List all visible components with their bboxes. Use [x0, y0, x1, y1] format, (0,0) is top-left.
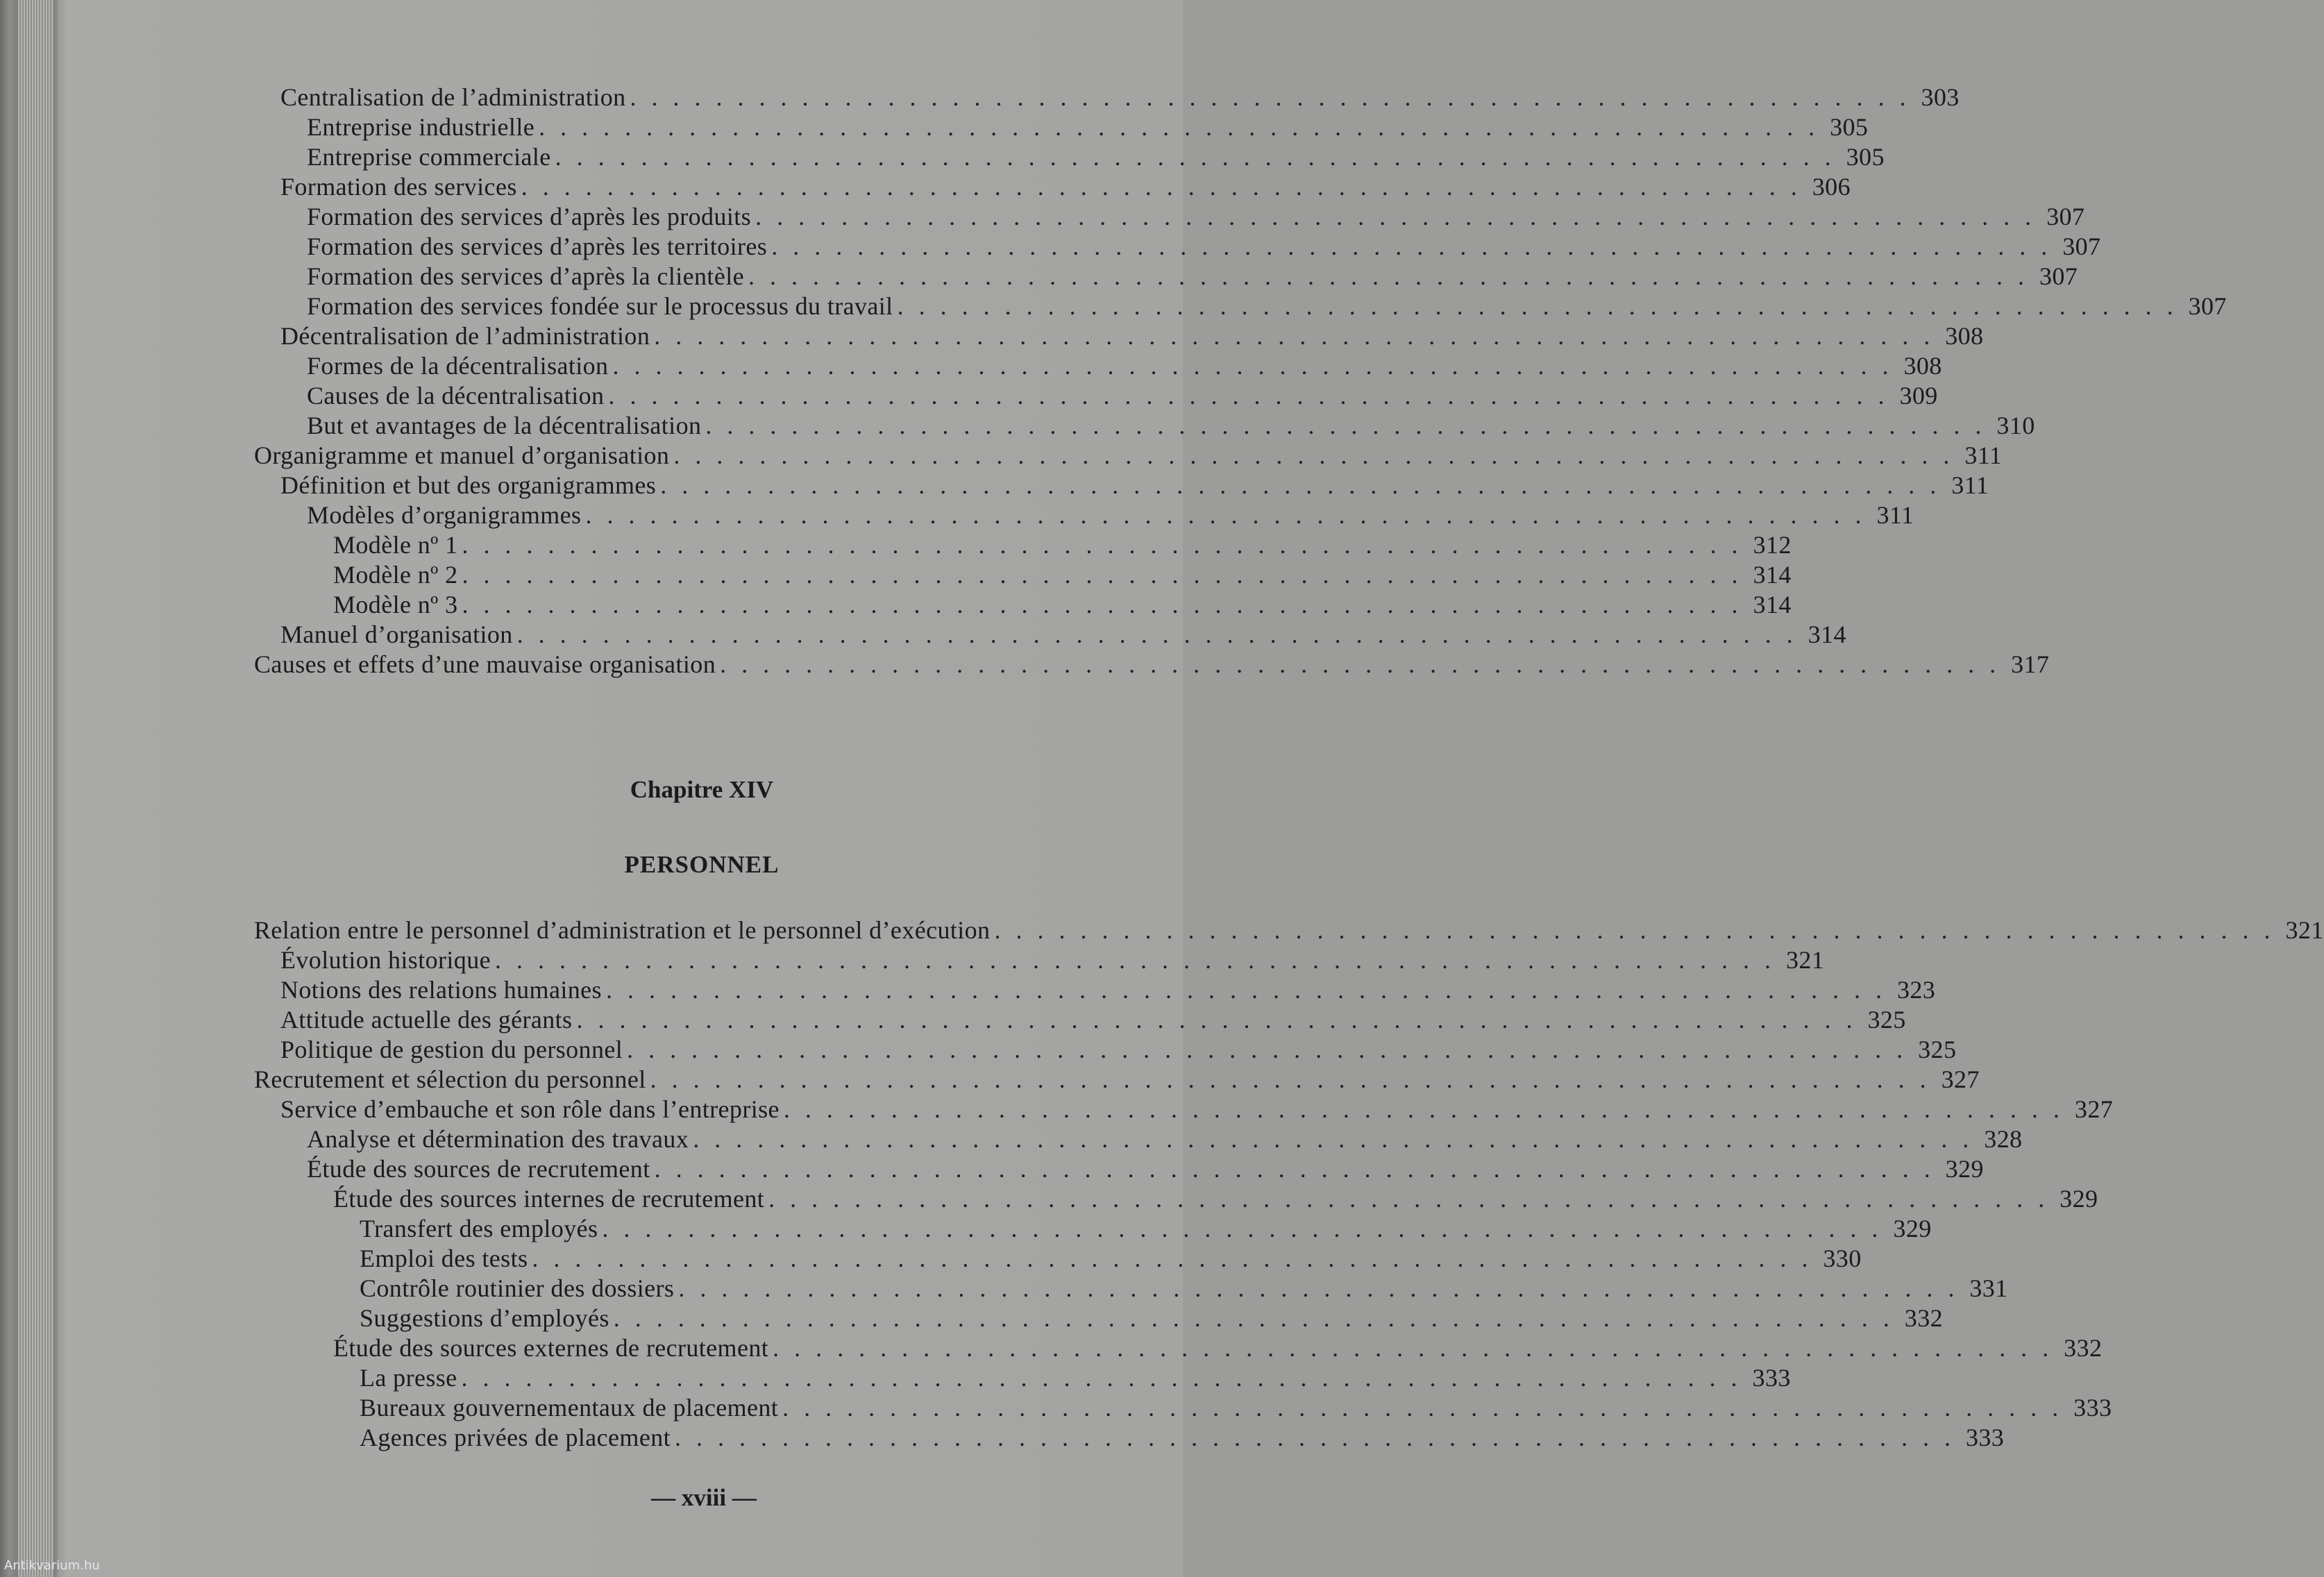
page-folio: — xviii —	[651, 1484, 757, 1511]
toc-entry-page: 321	[2285, 916, 2324, 944]
toc-leader-dots: ............................................................	[673, 441, 1965, 469]
toc-entry-page: 307	[2039, 262, 2078, 290]
toc-entry-page: 314	[1808, 621, 1846, 648]
toc-entry-page: 325	[1867, 1006, 1906, 1034]
toc-entry-page: 310	[1996, 412, 2035, 439]
toc-leader-dots: ............................................................	[627, 1036, 1919, 1063]
toc-entry-label: Service d’embauche et son rôle dans l’entreprise	[280, 1095, 780, 1123]
toc-entry-page: 327	[2074, 1095, 2114, 1123]
toc-entry-label: Attitude actuelle des gérants	[280, 1006, 573, 1034]
toc-leader-dots: ............................................................	[539, 113, 1830, 141]
toc-entry-page: 329	[1945, 1155, 1984, 1183]
toc-leader-dots: ............................................................	[650, 1065, 1942, 1093]
toc-leader-dots: ............................................................	[771, 233, 2063, 260]
toc-entry-label: Formation des services d’après la clientèle	[307, 262, 744, 290]
toc-entry-page: 327	[1941, 1065, 1980, 1093]
toc-entry-page: 303	[1921, 83, 1960, 111]
toc-entry-label: Formation des services d’après les produits	[307, 203, 752, 230]
toc-entry-label: Contrôle routinier des dossiers	[360, 1274, 675, 1302]
toc-entry-page: 306	[1812, 173, 1851, 201]
toc-leader-dots: ............................................................	[654, 322, 1946, 350]
toc-entry-label: Formation des services fondée sur le processus du travail	[307, 292, 893, 320]
toc-entry-page: 321	[1785, 946, 1825, 974]
toc-entry-page: 317	[2011, 650, 2050, 678]
toc-entry-label: Formes de la décentralisation	[307, 352, 609, 380]
toc-entry-label: Emploi des tests	[360, 1245, 528, 1272]
toc-entry-label: Entreprise industrielle	[307, 113, 535, 141]
toc-leader-dots: ............................................................	[654, 1155, 1946, 1183]
toc-entry	[254, 589, 1792, 620]
chapter-label: Chapitre XIV	[630, 776, 774, 803]
toc-entry-page: 307	[2062, 233, 2101, 260]
toc-entry	[254, 82, 1960, 112]
toc-entry-label: Politique de gestion du personnel	[280, 1036, 623, 1063]
toc-entry-label: Étude des sources internes de recrutement	[333, 1185, 765, 1213]
toc-leader-dots: ............................................................	[461, 1364, 1753, 1392]
toc-entry	[254, 440, 2003, 471]
toc-entry-label: Modèle nº 1	[333, 531, 458, 559]
toc-entry	[254, 142, 1885, 172]
toc-entry	[254, 1333, 2103, 1363]
toc-entry	[254, 500, 1914, 530]
toc-entry-label: Manuel d’organisation	[280, 621, 513, 648]
toc-entry-label: Entreprise commerciale	[307, 143, 551, 171]
toc-leader-dots: ............................................................	[783, 1095, 2075, 1123]
toc-leader-dots: ............................................................	[585, 501, 1877, 529]
toc-entry-label: Transfert des employés	[360, 1215, 598, 1242]
toc-entry	[254, 975, 1936, 1005]
toc-entry-page: 323	[1896, 976, 1936, 1004]
toc-entry-page: 330	[1823, 1245, 1862, 1272]
toc-entry-page: 332	[1904, 1304, 1943, 1332]
toc-entry-label: Suggestions d’employés	[360, 1304, 609, 1332]
toc-leader-dots: ............................................................	[612, 352, 1904, 380]
toc-leader-dots: ............................................................	[462, 531, 1753, 559]
toc-entry	[254, 261, 2078, 292]
toc-entry-label: La presse	[360, 1364, 457, 1392]
toc-entry	[254, 559, 1792, 590]
toc-entry-page: 308	[1945, 322, 1984, 350]
toc-entry-page: 331	[1969, 1274, 2008, 1302]
toc-entry-label: Causes de la décentralisation	[307, 382, 605, 410]
toc-entry-label: Évolution historique	[280, 946, 491, 974]
toc-entry-page: 305	[1846, 143, 1885, 171]
toc-leader-dots: ............................................................	[748, 262, 2039, 290]
toc-leader-dots: ............................................................	[532, 1245, 1824, 1272]
toc-entry-label: Analyse et détermination des travaux	[307, 1125, 689, 1153]
toc-entry-page: 308	[1903, 352, 1942, 380]
toc-entry	[254, 1034, 1957, 1065]
toc-entry-page: 307	[2188, 292, 2227, 320]
toc-leader-dots: ............................................................	[555, 143, 1846, 171]
toc-entry	[254, 380, 1938, 411]
toc-entry	[254, 1004, 1906, 1035]
toc-entry-page: 311	[1964, 441, 2003, 469]
toc-entry-page: 333	[1752, 1364, 1791, 1392]
toc-entry	[254, 619, 1846, 650]
toc-entry-label: Agences privées de placement	[360, 1424, 671, 1451]
toc-entry	[254, 351, 1942, 381]
toc-entry	[254, 1422, 2005, 1453]
toc-entry	[254, 291, 2227, 321]
toc-entry-page: 329	[2060, 1185, 2098, 1213]
toc-entry-label: Formation des services d’après les territoires	[307, 233, 768, 260]
toc-leader-dots: ............................................................	[630, 83, 1921, 111]
toc-leader-dots: ............................................................	[521, 173, 1812, 201]
toc-entry	[254, 470, 1989, 500]
toc-leader-dots: ............................................................	[755, 203, 2047, 230]
toc-entry	[254, 112, 1869, 142]
toc-leader-dots: ............................................................	[768, 1185, 2060, 1213]
toc-entry	[254, 649, 2050, 680]
watermark: Antikvarium.hu	[4, 1558, 100, 1573]
toc-entry-label: Modèles d’organigrammes	[307, 501, 582, 529]
toc-entry	[254, 1273, 2008, 1304]
toc-leader-dots: ............................................................	[773, 1334, 2064, 1362]
toc-entry	[254, 1064, 1980, 1095]
toc-leader-dots: ............................................................	[462, 591, 1753, 618]
toc-leader-dots: ............................................................	[720, 650, 2012, 678]
toc-entry	[254, 1363, 1791, 1393]
toc-entry-page: 314	[1753, 591, 1792, 618]
toc-entry-page: 329	[1893, 1215, 1932, 1242]
toc-entry	[254, 171, 1851, 202]
toc-leader-dots: ............................................................	[494, 946, 1786, 974]
toc-entry	[254, 410, 2035, 441]
toc-entry-label: But et avantages de la décentralisation	[307, 412, 702, 439]
toc-entry-label: Définition et but des organigrammes	[280, 471, 657, 499]
toc-entry-page: 309	[1899, 382, 1938, 410]
toc-entry-label: Causes et effets d’une mauvaise organisation	[254, 650, 716, 678]
toc-entry-page: 328	[1984, 1125, 2023, 1153]
toc-entry-label: Étude des sources de recrutement	[307, 1155, 650, 1183]
toc-leader-dots: ............................................................	[660, 471, 1952, 499]
toc-entry-label: Modèle nº 2	[333, 561, 458, 589]
toc-entry-label: Centralisation de l’administration	[280, 83, 626, 111]
toc-entry	[254, 201, 2085, 232]
toc-entry-label: Recrutement et sélection du personnel	[254, 1065, 646, 1093]
toc-entry	[254, 530, 1792, 560]
toc-leader-dots: ............................................................	[675, 1424, 1966, 1451]
toc-entry	[254, 321, 1984, 351]
toc-entry-label: Organigramme et manuel d’organisation	[254, 441, 670, 469]
toc-entry	[254, 1243, 1862, 1274]
toc-entry	[254, 1124, 2023, 1154]
toc-entry-label: Notions des relations humaines	[280, 976, 602, 1004]
toc-leader-dots: ............................................................	[693, 1125, 1985, 1153]
toc-leader-dots: ............................................................	[994, 916, 2286, 944]
toc-leader-dots: ............................................................	[782, 1394, 2074, 1422]
toc-entry	[254, 1213, 1932, 1244]
toc-entry-label: Relation entre le personnel d’administration et le personnel d’exécution	[254, 916, 991, 944]
toc-entry-page: 307	[2046, 203, 2085, 230]
toc-leader-dots: ............................................................	[897, 292, 2189, 320]
toc-entry-page: 314	[1753, 561, 1792, 589]
chapter-title: PERSONNEL	[624, 851, 780, 878]
toc-entry-page: 333	[1966, 1424, 2005, 1451]
toc-entry-label: Étude des sources externes de recrutement	[333, 1334, 769, 1362]
toc-leader-dots: ............................................................	[516, 621, 1808, 648]
toc-leader-dots: ............................................................	[705, 412, 1997, 439]
toc-entry-page: 332	[2064, 1334, 2103, 1362]
toc-leader-dots: ............................................................	[613, 1304, 1905, 1332]
toc-entry-label: Bureaux gouvernementaux de placement	[360, 1394, 779, 1422]
toc-entry-page: 311	[1876, 501, 1914, 529]
toc-entry	[254, 1392, 2112, 1423]
toc-leader-dots: ............................................................	[608, 382, 1900, 410]
toc-leader-dots: ............................................................	[576, 1006, 1868, 1034]
toc-entry	[254, 1094, 2114, 1124]
toc-entry	[254, 1183, 2098, 1214]
toc-leader-dots: ............................................................	[678, 1274, 1970, 1302]
toc-entry-label: Formation des services	[280, 173, 517, 201]
toc-entry	[254, 231, 2101, 262]
toc-leader-dots: ............................................................	[602, 1215, 1894, 1242]
toc-entry	[254, 945, 1825, 975]
toc-entry-label: Décentralisation de l’administration	[280, 322, 650, 350]
toc-entry-page: 312	[1753, 531, 1792, 559]
toc-entry-page: 325	[1918, 1036, 1957, 1063]
toc-entry	[254, 1303, 1943, 1333]
toc-entry	[254, 1154, 1984, 1184]
toc-leader-dots: ............................................................	[462, 561, 1753, 589]
toc-entry-label: Modèle nº 3	[333, 591, 458, 618]
toc-leader-dots: ............................................................	[605, 976, 1897, 1004]
toc-entry-page: 305	[1830, 113, 1869, 141]
toc-entry-page: 333	[2073, 1394, 2112, 1422]
toc-entry-page: 311	[1951, 471, 1989, 499]
toc-entry	[254, 915, 2324, 945]
